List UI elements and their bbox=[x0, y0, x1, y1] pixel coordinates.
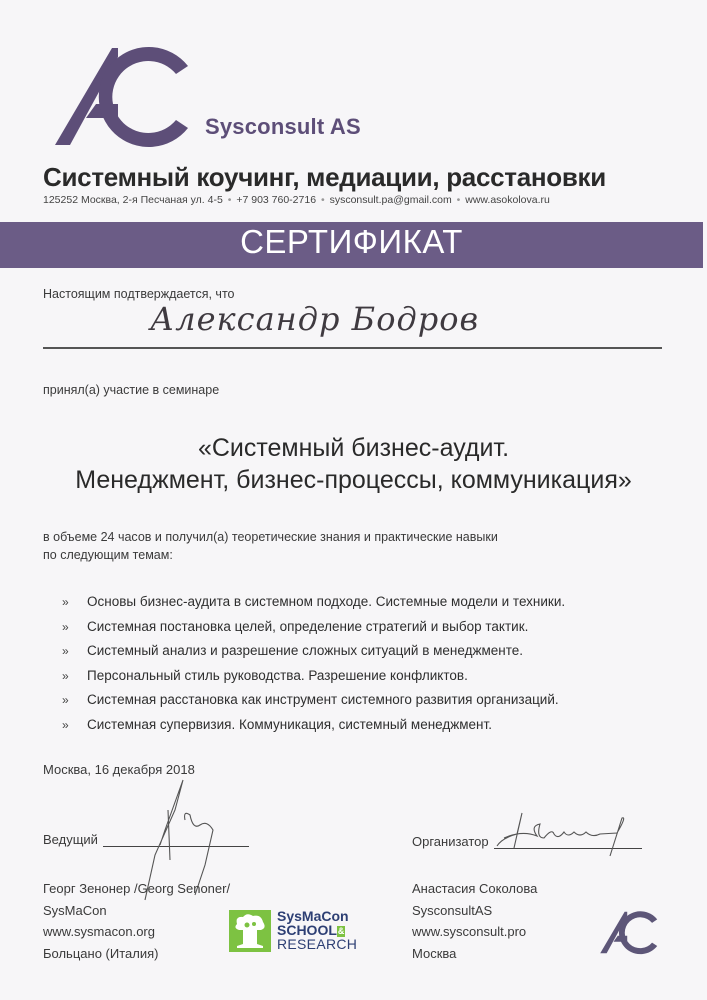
partner-line1: SysMaCon bbox=[277, 908, 349, 924]
ac-logo-small-icon bbox=[596, 910, 664, 955]
list-item bbox=[62, 690, 565, 715]
seminar-title-line2: Менеджмент, бизнес-процессы, коммуникация» bbox=[75, 466, 632, 494]
volume-text bbox=[43, 528, 603, 564]
list-item bbox=[62, 617, 565, 642]
topic-text: Системный анализ и разрешение сложных ситуаций в менеджменте. bbox=[87, 643, 524, 658]
bullet-icon: » bbox=[62, 644, 69, 658]
organizer-org: SysconsultAS bbox=[412, 902, 493, 918]
phone: +7 903 760-2716 bbox=[236, 194, 317, 206]
organizer-info bbox=[412, 878, 537, 964]
headline: Системный коучинг, медиации, расстановки bbox=[43, 162, 606, 192]
host-role-label: Ведущий bbox=[43, 832, 98, 847]
organizer-role-label: Организатор bbox=[412, 834, 489, 849]
list-item bbox=[62, 715, 565, 740]
volume-line2: по следующим темам: bbox=[43, 548, 173, 562]
issue-date: Москва, 16 декабря 2018 bbox=[43, 762, 195, 777]
participated-text: принял(а) участие в семинаре bbox=[43, 383, 220, 397]
topics-list bbox=[62, 592, 565, 739]
separator: • bbox=[320, 194, 325, 206]
host-website: www.sysmacon.org bbox=[43, 924, 155, 939]
name-underline bbox=[43, 347, 662, 349]
host-org: SysMaCon bbox=[43, 902, 107, 918]
website: www.asokolova.ru bbox=[465, 194, 550, 206]
recipient-name: Александр Бодров bbox=[150, 300, 480, 338]
contact-line bbox=[43, 194, 550, 206]
ac-logo-icon bbox=[52, 44, 197, 149]
partner-wordmark bbox=[277, 909, 357, 951]
separator: • bbox=[456, 194, 461, 206]
partner-line2: SCHOOL bbox=[277, 922, 337, 938]
host-name: Георг Зенонер /Georg Senoner/ bbox=[43, 881, 231, 896]
separator: • bbox=[227, 194, 232, 206]
brand-name: Sysconsult AS bbox=[205, 114, 361, 139]
tree-icon bbox=[229, 910, 271, 952]
address: 125252 Москва, 2-я Песчаная ул. 4-5 bbox=[43, 194, 223, 206]
organizer-signature-icon bbox=[492, 808, 642, 860]
organizer-city: Москва bbox=[412, 945, 457, 961]
topic-text: Системная постановка целей, определение стратегий и выбор тактик. bbox=[87, 618, 529, 634]
topic-text: Основы бизнес-аудита в системном подходе. Системные модели и техники. bbox=[87, 594, 566, 609]
topic-text: Системная расстановка как инструмент системного развития организаций. bbox=[87, 692, 559, 707]
topic-text: Персональный стиль руководства. Разрешение конфликтов. bbox=[87, 667, 468, 683]
email: sysconsult.pa@gmail.com bbox=[329, 194, 452, 206]
partner-line3: RESEARCH bbox=[277, 936, 358, 952]
bullet-icon: » bbox=[62, 693, 69, 707]
organizer-name: Анастасия Соколова bbox=[412, 881, 538, 896]
sysmacon-logo bbox=[229, 910, 357, 955]
topic-text: Системная супервизия. Коммуникация, системный менеджмент. bbox=[87, 716, 492, 732]
bullet-icon: » bbox=[62, 717, 69, 732]
host-info bbox=[43, 878, 230, 964]
organizer-website: www.sysconsult.pro bbox=[412, 924, 527, 939]
seminar-title-line1: «Системный бизнес-аудит. bbox=[197, 434, 510, 462]
partner-amp: & bbox=[337, 926, 345, 936]
bullet-icon: » bbox=[62, 595, 69, 609]
volume-line1: в объеме 24 часов и получил(а) теоретические знания и практические навыки bbox=[43, 530, 498, 544]
list-item bbox=[62, 666, 565, 691]
seminar-title bbox=[0, 432, 707, 496]
list-item bbox=[62, 641, 565, 666]
certificate-title: СЕРТИФИКАТ bbox=[240, 223, 463, 260]
confirm-text: Настоящим подтверждается, что bbox=[43, 287, 235, 301]
list-item bbox=[62, 592, 565, 617]
bullet-icon: » bbox=[62, 619, 69, 634]
host-city: Больцано (Италия) bbox=[43, 945, 159, 961]
bullet-icon: » bbox=[62, 668, 69, 683]
